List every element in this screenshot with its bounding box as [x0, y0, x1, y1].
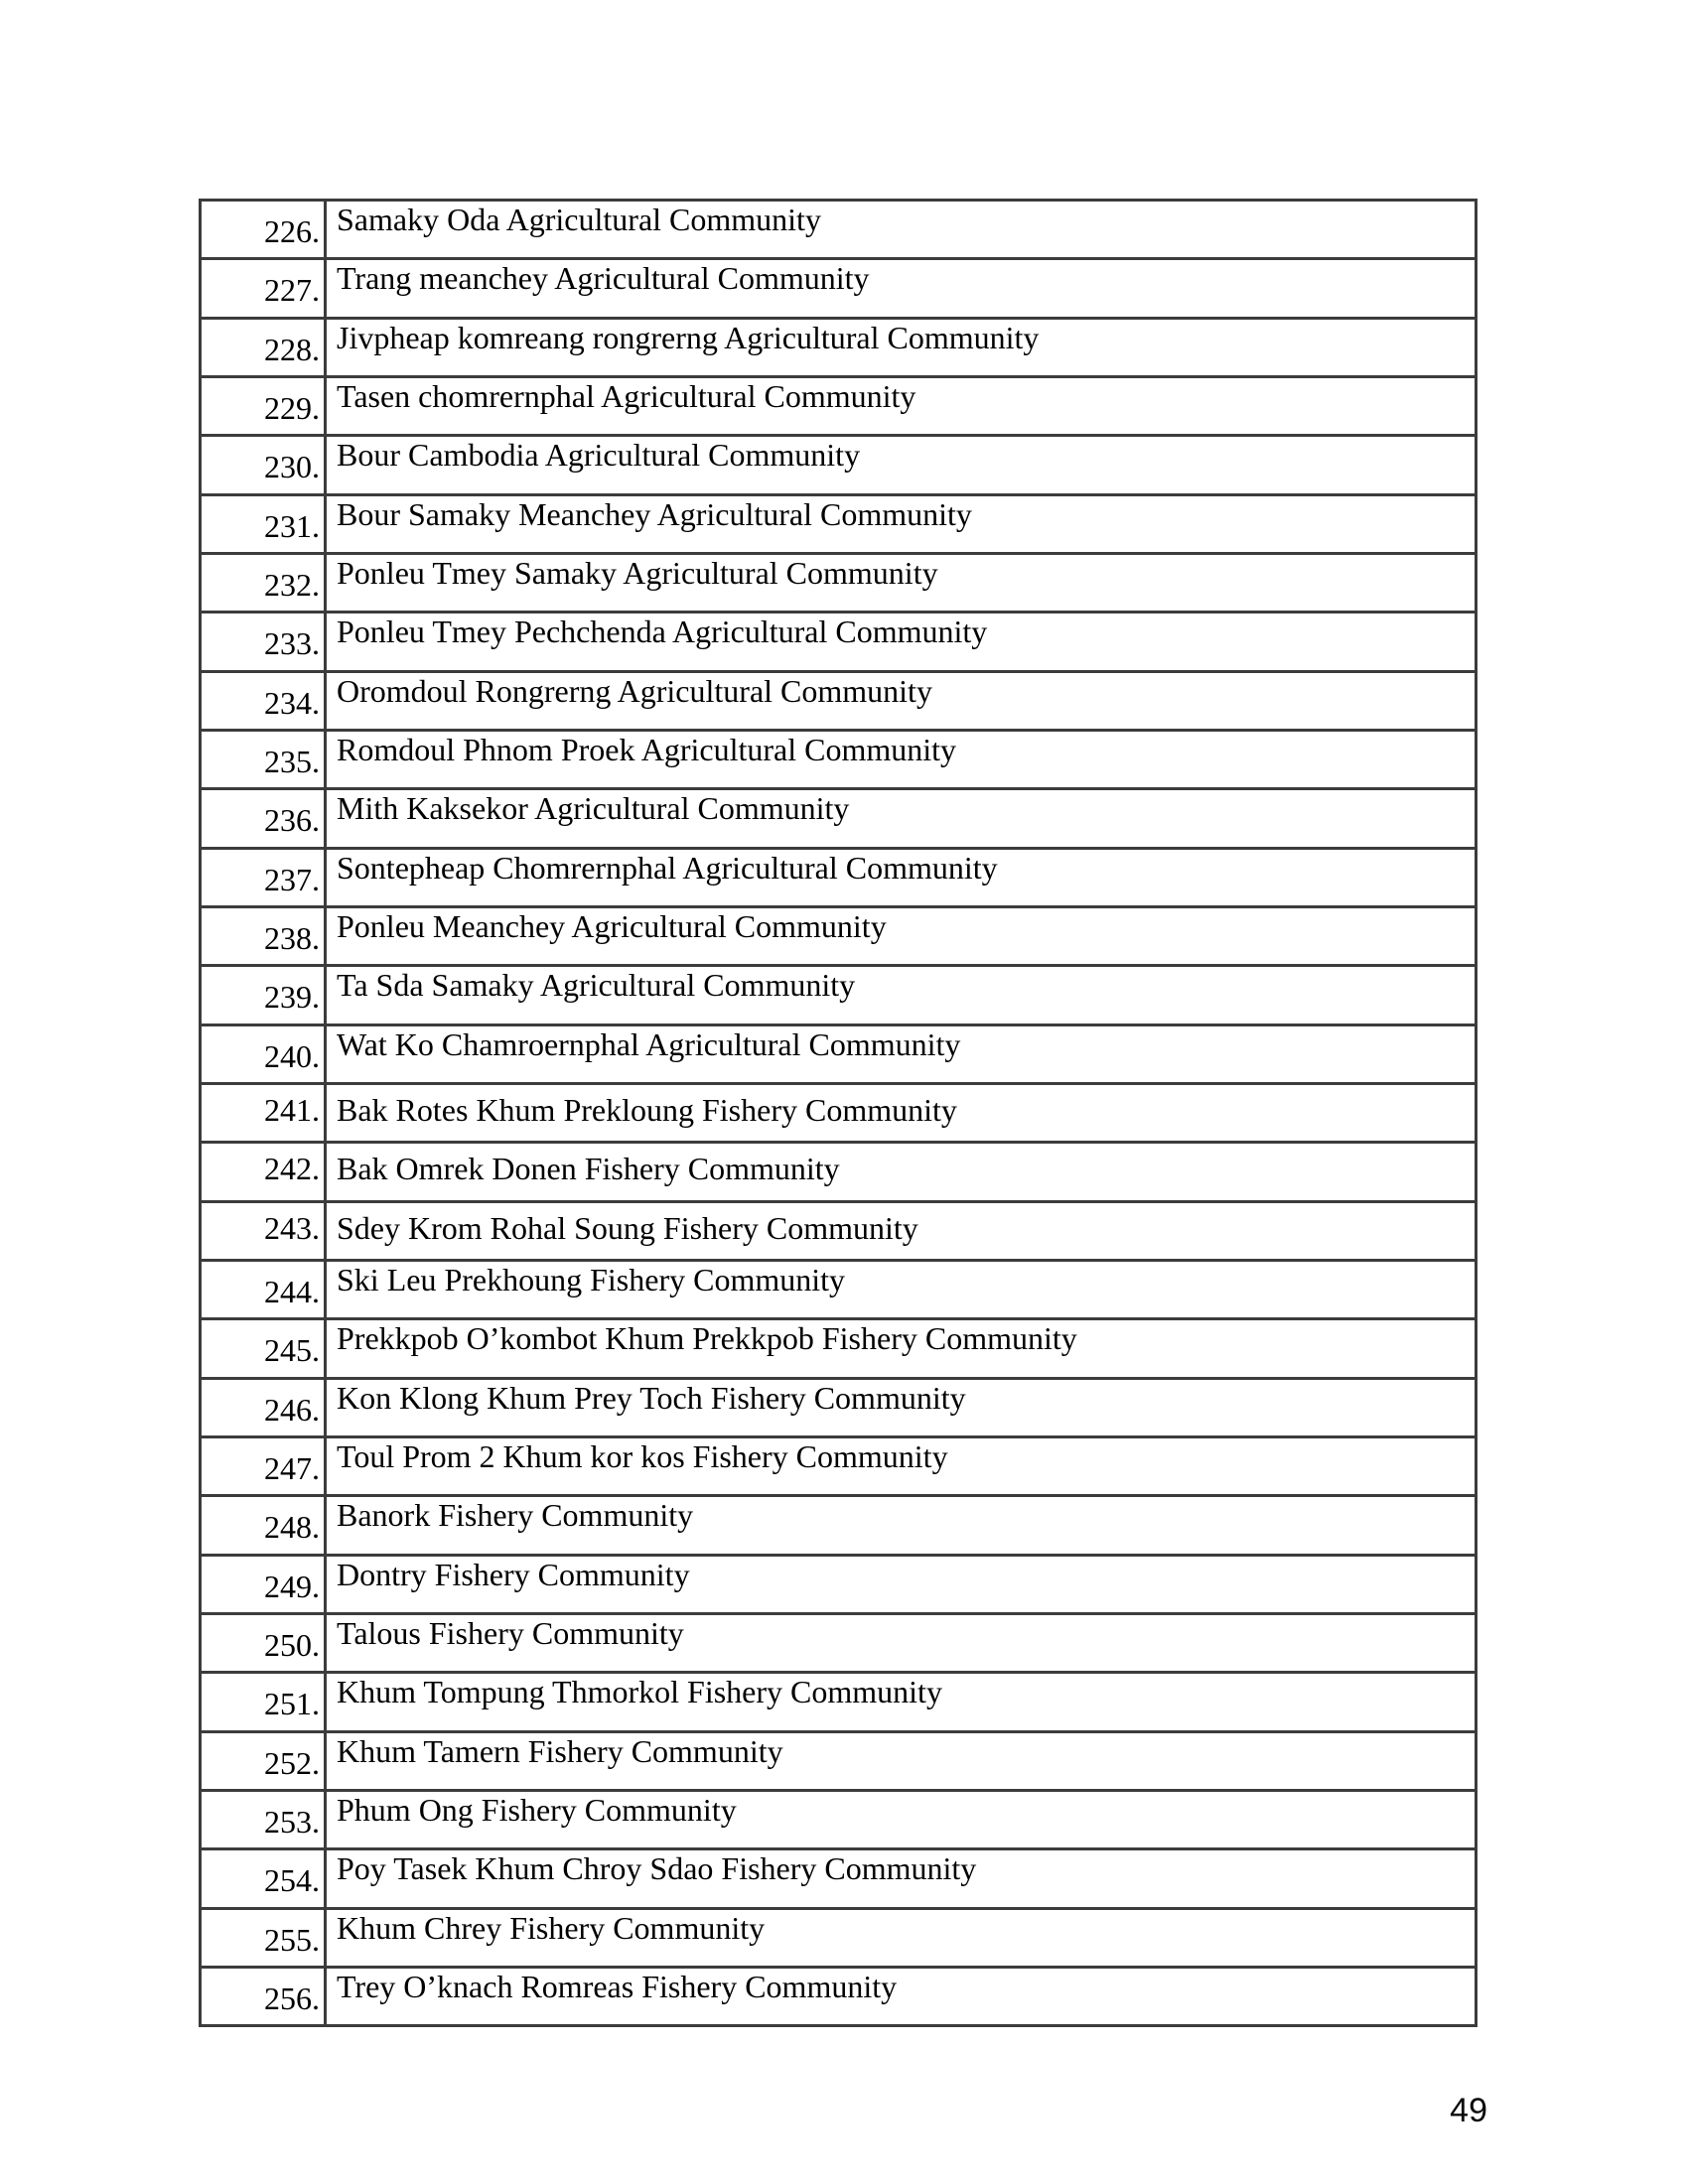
row-number: 252. — [264, 1744, 320, 1781]
table-row — [202, 437, 1475, 495]
row-number: 251. — [264, 1686, 320, 1722]
row-number: 245. — [264, 1332, 320, 1369]
table-row — [202, 1910, 1475, 1969]
row-number: 255. — [264, 1921, 320, 1958]
row-number: 228. — [264, 331, 320, 367]
table-row — [202, 1733, 1475, 1792]
table-row — [202, 790, 1475, 849]
row-number: 254. — [264, 1862, 320, 1899]
community-name: Trang meanchey Agricultural Community — [324, 260, 1475, 316]
community-name: Ski Leu Prekhoung Fishery Community — [324, 1262, 1475, 1317]
community-name: Sdey Krom Rohal Soung Fishery Community — [324, 1203, 1475, 1259]
row-number: 256. — [264, 1979, 320, 2016]
table-row — [202, 1026, 1475, 1085]
community-name: Bak Omrek Donen Fishery Community — [324, 1144, 1475, 1199]
row-number: 241. — [264, 1091, 320, 1128]
community-name: Bak Rotes Khum Prekloung Fishery Community — [324, 1085, 1475, 1141]
community-name: Ponleu Tmey Pechchenda Agricultural Community — [324, 614, 1475, 669]
community-name: Kon Klong Khum Prey Toch Fishery Community — [324, 1380, 1475, 1435]
community-name: Khum Chrey Fishery Community — [324, 1910, 1475, 1966]
row-number: 231. — [264, 507, 320, 544]
community-name: Banork Fishery Community — [324, 1497, 1475, 1553]
table-row — [202, 1438, 1475, 1497]
community-name: Ta Sda Samaky Agricultural Community — [324, 967, 1475, 1023]
community-name: Sontepheap Chomrernphal Agricultural Community — [324, 850, 1475, 905]
table-row — [202, 850, 1475, 908]
table-row — [202, 1969, 1475, 2024]
row-number: 229. — [264, 389, 320, 426]
community-name: Tasen chomrernphal Agricultural Community — [324, 378, 1475, 434]
table-row — [202, 1850, 1475, 1909]
community-name: Oromdoul Rongrerng Agricultural Community — [324, 673, 1475, 729]
row-number: 247. — [264, 1449, 320, 1486]
page-number: 49 — [1450, 2092, 1487, 2129]
table-row — [202, 320, 1475, 378]
row-number: 230. — [264, 449, 320, 485]
table-row — [202, 555, 1475, 614]
row-number: 249. — [264, 1568, 320, 1604]
table-row — [202, 673, 1475, 732]
row-number: 235. — [264, 743, 320, 779]
community-name: Mith Kaksekor Agricultural Community — [324, 790, 1475, 846]
community-name: Khum Tamern Fishery Community — [324, 1733, 1475, 1789]
row-number: 253. — [264, 1803, 320, 1840]
community-name: Wat Ko Chamroernphal Agricultural Community — [324, 1026, 1475, 1082]
community-name: Prekkpob O’kombot Khum Prekkpob Fishery Community — [324, 1320, 1475, 1376]
table-row — [202, 1615, 1475, 1674]
community-name: Bour Samaky Meanchey Agricultural Community — [324, 496, 1475, 552]
row-number: 244. — [264, 1273, 320, 1309]
table-row — [202, 1085, 1475, 1144]
row-number: 248. — [264, 1509, 320, 1546]
table-row — [202, 1262, 1475, 1320]
table-row — [202, 614, 1475, 672]
community-name: Jivpheap komreang rongrerng Agricultural Community — [324, 320, 1475, 375]
row-number: 242. — [264, 1151, 320, 1187]
row-number: 236. — [264, 802, 320, 839]
row-number: 227. — [264, 272, 320, 309]
communities-table — [199, 199, 1477, 2027]
table-row — [202, 260, 1475, 319]
row-number: 246. — [264, 1391, 320, 1428]
table-row — [202, 378, 1475, 437]
row-number: 239. — [264, 979, 320, 1016]
row-number: 240. — [264, 1037, 320, 1074]
community-name: Romdoul Phnom Proek Agricultural Community — [324, 732, 1475, 787]
row-number: 243. — [264, 1209, 320, 1246]
row-number: 232. — [264, 566, 320, 603]
community-name: Poy Tasek Khum Chroy Sdao Fishery Community — [324, 1850, 1475, 1906]
community-name: Ponleu Meanchey Agricultural Community — [324, 908, 1475, 964]
row-number: 237. — [264, 861, 320, 897]
community-name: Samaky Oda Agricultural Community — [324, 202, 1475, 257]
table-row — [202, 967, 1475, 1025]
table-row — [202, 1792, 1475, 1850]
table-row — [202, 732, 1475, 790]
row-number: 226. — [264, 213, 320, 249]
table-row — [202, 1320, 1475, 1379]
table-row — [202, 1557, 1475, 1615]
community-name: Ponleu Tmey Samaky Agricultural Community — [324, 555, 1475, 611]
row-number: 233. — [264, 625, 320, 662]
table-row — [202, 1203, 1475, 1262]
row-number: 234. — [264, 684, 320, 721]
community-name: Phum Ong Fishery Community — [324, 1792, 1475, 1847]
row-number: 238. — [264, 919, 320, 956]
community-name: Talous Fishery Community — [324, 1615, 1475, 1671]
row-number: 250. — [264, 1626, 320, 1663]
table-row — [202, 496, 1475, 555]
community-name: Dontry Fishery Community — [324, 1557, 1475, 1612]
community-name: Toul Prom 2 Khum kor kos Fishery Community — [324, 1438, 1475, 1494]
table-row — [202, 1674, 1475, 1732]
community-name: Khum Tompung Thmorkol Fishery Community — [324, 1674, 1475, 1729]
community-name: Bour Cambodia Agricultural Community — [324, 437, 1475, 492]
table-row — [202, 1497, 1475, 1556]
community-name: Trey O’knach Romreas Fishery Community — [324, 1969, 1475, 2024]
table-row — [202, 908, 1475, 967]
table-row — [202, 1144, 1475, 1202]
table-row — [202, 202, 1475, 260]
table-row — [202, 1380, 1475, 1438]
